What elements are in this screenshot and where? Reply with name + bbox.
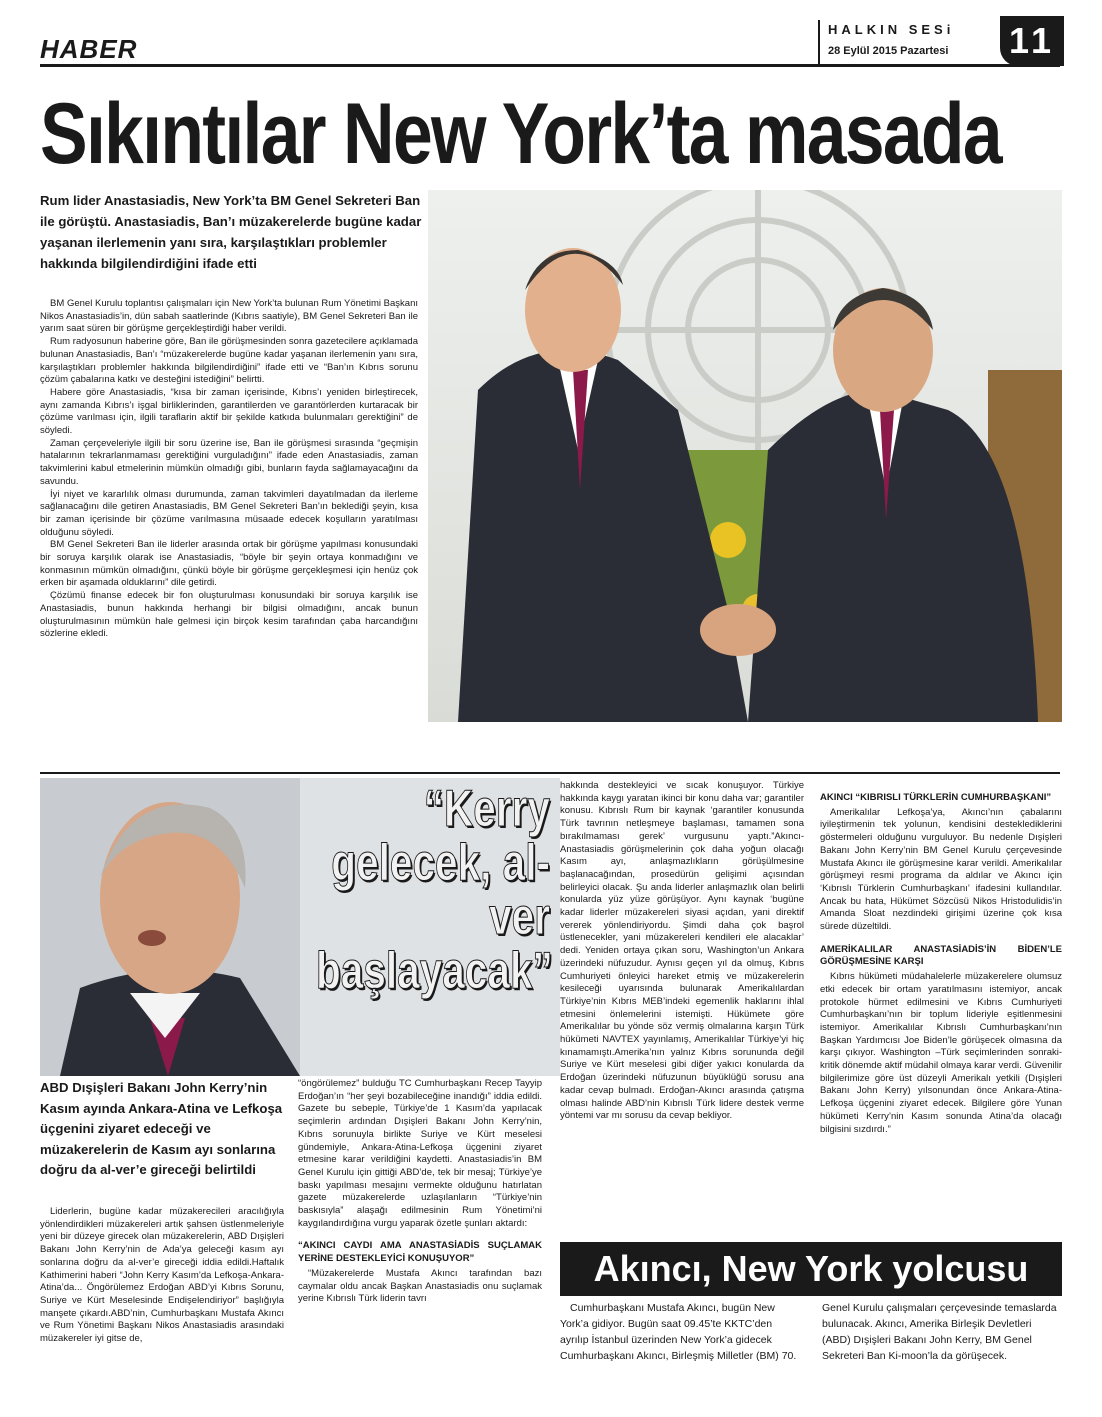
article-paragraph: “öngörülemez” bulduğu TC Cumhurbaşkanı Recep Tayyip Erdoğan’ın “her şeyi bozabileceğine inandığı” iddia edildi. Gazete bu sebeple, Türkiye’de 1 Kasım’da yapılacak seçimlerin ardından Dışişleri Bakanı John Kerry’nin, Kıbrıs sorunuyla birlikte Suriye ve Kürt meselesi gündemiyle, Ankara-Atina-Lefkoşa üçgenini ziyaret etmesine karar verildiğini kaydetti. Anastasiadis’in BM Genel Kurulu için gittiği ABD’de, tek bir mesaj; Türkiye’ye baskı yapılması mesajını vermekte olduğunu hatırlatan gazete müzakerelerde uzlaşılanların “Türkiye’nin baskısıyla” alaşağı edilmesinin Rum Yönetimi’ni kaygılandırdığına vurgu yaparak özetle şunları aktardı:: [298, 1078, 542, 1229]
kerry-article-column-1: [40, 1206, 284, 1346]
headline: Sıkıntılar New York’ta masada: [40, 86, 1001, 182]
kerry-article-column-3: [560, 780, 804, 1123]
article-paragraph: hakkında destekleyici ve sıcak konuşuyor. Türkiye hakkında kaygı yaratan ikinci bir konu daha var; garantiler konusu. Kıbrıslı Rum bir kaynak ‘garantiler konusunda Türk tavrının netleşmeye başlaması, tamamen sona bırakılmaması gerek’ vurgusunu yaptı.”Akıncı-Anastasiadis görüşmelerinin çok daha yoğun olacağı Kasım ayı, anlaşmazlıkların görüşülmesine başlanacağından, prosedürün gelişimi açısından belirleyici olacak. Şu anda liderler anlaşmazlık olan belirli konularda yüz yüze görüşüyor. Aynı kaynak ‘bugüne kadar liderler müzakereleri siyasi açıdan, yani direktif vererek yönlendiriyordu. Şimdi daha çok başrol üstlenecekler, yani müzakereleri kendileri ele alacaklar’ dedi. Yeniden ortaya çıkan soru, Washington’un Ankara üzerindeki nüfuzudur. Aynısı geçen yıl da olmuş, Kıbrıs Cumhuriyeti önleyici hareket etmiş ve müzakerelerin kesileceği uyarısında bulunarak Amerikalılardan Türkiye’nin Kıbrıs MEB’indeki egemenlik haklarını ihlal etmesini önlemelerini istemişti. Hükümete göre Amerikalılar bu yönde söz vermiş olmalarına karşın Türk hükümeti NAVTEX yayınlamış, Amerikalılar Türkiye’yi hiç kınamamıştı.Amerika’nın yalnız Kıbrıs sorununda değil Suriye ve Kürt meselesi gibi diğer yakıcı konularda da Erdoğan üzerindeki nüfuzunun büyüklüğü sorusu ana kadar cevap bulmadı. Erdoğan-Akıncı arasında çatışma olması halinde ABD’nin Kıbrıslı Türk lidere destek verme yöntemi var mı sorusu da cevap bekliyor.: [560, 780, 804, 1122]
masthead: [818, 20, 1008, 64]
page-number: 11: [1000, 16, 1064, 66]
subheading: “AKINCI CAYDI AMA ANASTASİADİS SUÇLAMAK YERİNE DESTEKLEYİCİ KONUŞUYOR”: [298, 1240, 542, 1265]
article-paragraph: Liderlerin, bugüne kadar müzakerecileri aracılığıyla yönlendirdikleri müzakereleri artık şahsen üstlenmeleriyle yeni bir düzeye girecek olan müzakerelerin, ABD Dışişleri Bakanı John Kerry’nin de Ada’ya geleceği kasım ayı sonlarına doğru da al-ver’e gireceği iddia edildi.Haftalık Kathimerini haberi “John Kerry Kasım’da Lefkoşa-Ankara-Atina’da... Öngörülemez Erdoğan ABD’yi Kıbrıs Sorunu, Suriye ve Kürt Meselesinde Endişelendiriyor” başlığıyla manşete çıkardı.ABD’nin, Cumhurbaşkanı Mustafa Akıncı ve Rum Yönetimi Başkanı Nikos Anastasiadis arasındaki müzakereler iyi gitse de,: [40, 1206, 284, 1345]
issue-date: 28 Eylül 2015 Pazartesi: [828, 45, 949, 57]
kerry-lead-paragraph: ABD Dışişleri Bakanı John Kerry’nin Kasım ayında Ankara-Atina ve Lefkoşa üçgenini ziyaret edeceği ve müzakerelerin de Kasım ayı sonlarına doğru da al-ver’e gireceği belirtildi: [40, 1080, 283, 1177]
box-body: [560, 1300, 1062, 1364]
article-paragraph: BM Genel Kurulu toplantısı çalışmaları için New York’ta bulunan Rum Yönetimi Başkanı Nikos Anastasiadis’in, dün sabah saatlerinde (Kıbrıs saatiyle), BM Genel Sekreteri Ban ile yarım saat süren bir görüşme gerçekleştirdiği haber verildi.: [40, 298, 418, 335]
paper-name: HALKIN SESi: [828, 22, 955, 37]
article-paragraph: Rum radyosunun haberine göre, Ban ile görüşmesinden sonra gazetecilere açıklamada bulunan Anastasiadis, Ban’ı “müzakerelerde bugüne kadar yaşanan ilerlemenin yanı sıra, karşılaştıkları problemler hakkında bilgilendirdiğini” ifade etti ve “Ban’ın Kıbrıs sorunu çözüm çabalarına katkı ve desteğini istediğini” belirtti.: [40, 336, 418, 386]
pull-quote: “Kerry gelecek, al-ver başlayacak”: [316, 780, 553, 1000]
article-paragraph: Çözümü finanse edecek bir fon oluşturulması konusundaki bir soruya karşılık ise Anastasiadis, bunun hakkında herhangi bir bilgisi olmadığını, ancak bunun oluşturulmasının mümkün hale gelmesi için birçok kesim tarafından çaba harcandığını sözlerine ekledi.: [40, 590, 418, 640]
article-paragraph: Habere göre Anastasiadis, “kısa bir zaman içerisinde, Kıbrıs’ı yeniden birleştirecek, aynı zamanda Kıbrıs’ı işgal birliklerinden, garantilerden ve garantörlerden kurtaracak bir çözüme varılması için, ilgili taraflarin aktif bir şekilde katkıda bulunmaları gerektiğini” de söyledi.: [40, 386, 418, 437]
kerry-article-column-4: [820, 792, 1062, 1136]
article-paragraph: Kıbrıs hükümeti müdahalelerle müzakerelere olumsuz etki edecek bir ortam yaratılmasını istemiyor, ancak protokole hürmet edilmesini ve Kıbrıs Cumhuriyeti Cumhurbaşkanı’nın bir toplum lideriyle eşitlenmesini istemiyor. Amerikalılar Kıbrıslı Cumhurbaşkanı’nın Başkan Yardımcısı Joe Biden’le görüşecek olmasına da karşı çıkıyor. Washington –Türk seçimlerinden sonraki- kritik dönemde aktif müdahil olmaya karar verdi. Güvenilir bilgilerimize göre üst düzeyli Amerikalı yetkili (Dışişleri Bakanı John Kerry) yılsonundan önce Ankara-Atina-Lefkoşa üçgenini ziyaret edecek. Bilgilere göre Yunan hükümeti Kerry’nin Kasım sonunda Atina’da olacağı bilgisini sızdırdı.”: [820, 971, 1062, 1135]
section-divider: [40, 772, 1060, 774]
section-label: HABER: [40, 34, 138, 64]
lead-paragraph: Rum lider Anastasiadis, New York’ta BM Genel Sekreteri Ban ile görüştü. Anastasiadis, Ban’ı müzakerelerde bugüne kadar yaşanan ilerlemenin yanı sıra, karşılaştıkları problemler hakkında bilgilendirdiğini ifade etti: [40, 193, 422, 271]
article-paragraph: “Müzakerelerde Mustafa Akıncı tarafından bazı caymalar oldu ancak Başkan Anastasiadis onu suçlamak yerine Kıbrıslı Türk liderin tavrı: [298, 1267, 542, 1305]
handshake-hands: [700, 604, 776, 656]
box-paragraph: Cumhurbaşkanı Mustafa Akıncı, bugün New York’a gidiyor. Bugün saat 09.45’te KKTC’den ayrılıp İstanbul üzerinden New York’a gidecek Cumhurbaşkanı Akıncı, Birleşmiş Milletler (BM) 70. Genel Kurulu çalışmaları çerçevesinde temaslarda bulunacak. Akıncı, Amerika Birleşik Devletleri (ABD) Dışişleri Bakanı John Kerry, BM Genel Sekreteri Ban Ki-moon’la da görüşecek.: [560, 1302, 1057, 1362]
handshake-photo: [428, 190, 1062, 722]
akinci-news-box: [560, 1242, 1062, 1404]
handshake-photo-illustration: [428, 190, 1062, 722]
subheading: AMERİKALILAR ANASTASİADİS’İN BİDEN’LE GÖRÜŞMESİNE KARŞI: [820, 943, 1062, 968]
article-paragraph: BM Genel Sekreteri Ban ile liderler arasında ortak bir görüşme yapılması konusundaki bir soruya karşılık olarak ise Anastasiadis, “böyle bir şeyin ortaya konmadığını ve konmasının mümkün olmadığını, çünkü böyle bir görüşme gerçekleşmesi için henüz çok erken bir aşamada olduklarını” dile getirdi.: [40, 539, 418, 589]
section-rule: [40, 64, 1060, 67]
article-paragraph: İyi niyet ve kararlılık olması durumunda, zaman takvimleri dayatılmadan da ilerleme sağlanacağını dile getiren Anastasiadis, BM Genel Sekreteri Ban’ın beklediği şeyin, kısa bir zaman içerisinde bir çözüme varılmasına müsaade edecek koşulların yaratılması olduğunu söyledi.: [40, 488, 418, 538]
box-title: Akıncı, New York yolcusu: [560, 1242, 1062, 1296]
subheading: AKINCI “KIBRISLI TÜRKLERİN CUMHURBAŞKANI”: [820, 792, 1052, 803]
article-paragraph: Amerikalılar Lefkoşa’ya, Akıncı’nın çabalarını iyileştirmenin tek yolunun, kendisini desteklediklerini göstermeleri olduğunu vurguluyor. Bu nedenle Dışişleri Bakanı John Kerry’nin BM Genel Kurulu çerçevesinde Mustafa Akıncı ile görüşmesine karar verildi. Amerikalılar görüşmeyi resmi programa da aldılar ve Akıncı için ‘Kıbrıslı Türklerin Cumhurbaşkanı’ ifadesini kullandılar. Ancak bu hata, Hükümet Sözcüsü Nikos Hristodulidis’in Amanda Sloat nezdindeki girişimi üzerine çok kısa sürede düzeltildi.: [820, 806, 1062, 933]
article-body: [40, 298, 418, 641]
kerry-article-column-2: [298, 1078, 542, 1306]
article-paragraph: Zaman çerçeveleriyle ilgili bir soru üzerine ise, Ban ile görüşmesi sırasında “geçmişin hatalarının tekrarlanmaması gerektiğini vurguladığını” ifade eden Anastasiadis, zaman takvimlerini kabul etmelerinin mümkün olmadığı gibi, bunların fayda sağlamayacağını da savundu.: [40, 437, 418, 487]
